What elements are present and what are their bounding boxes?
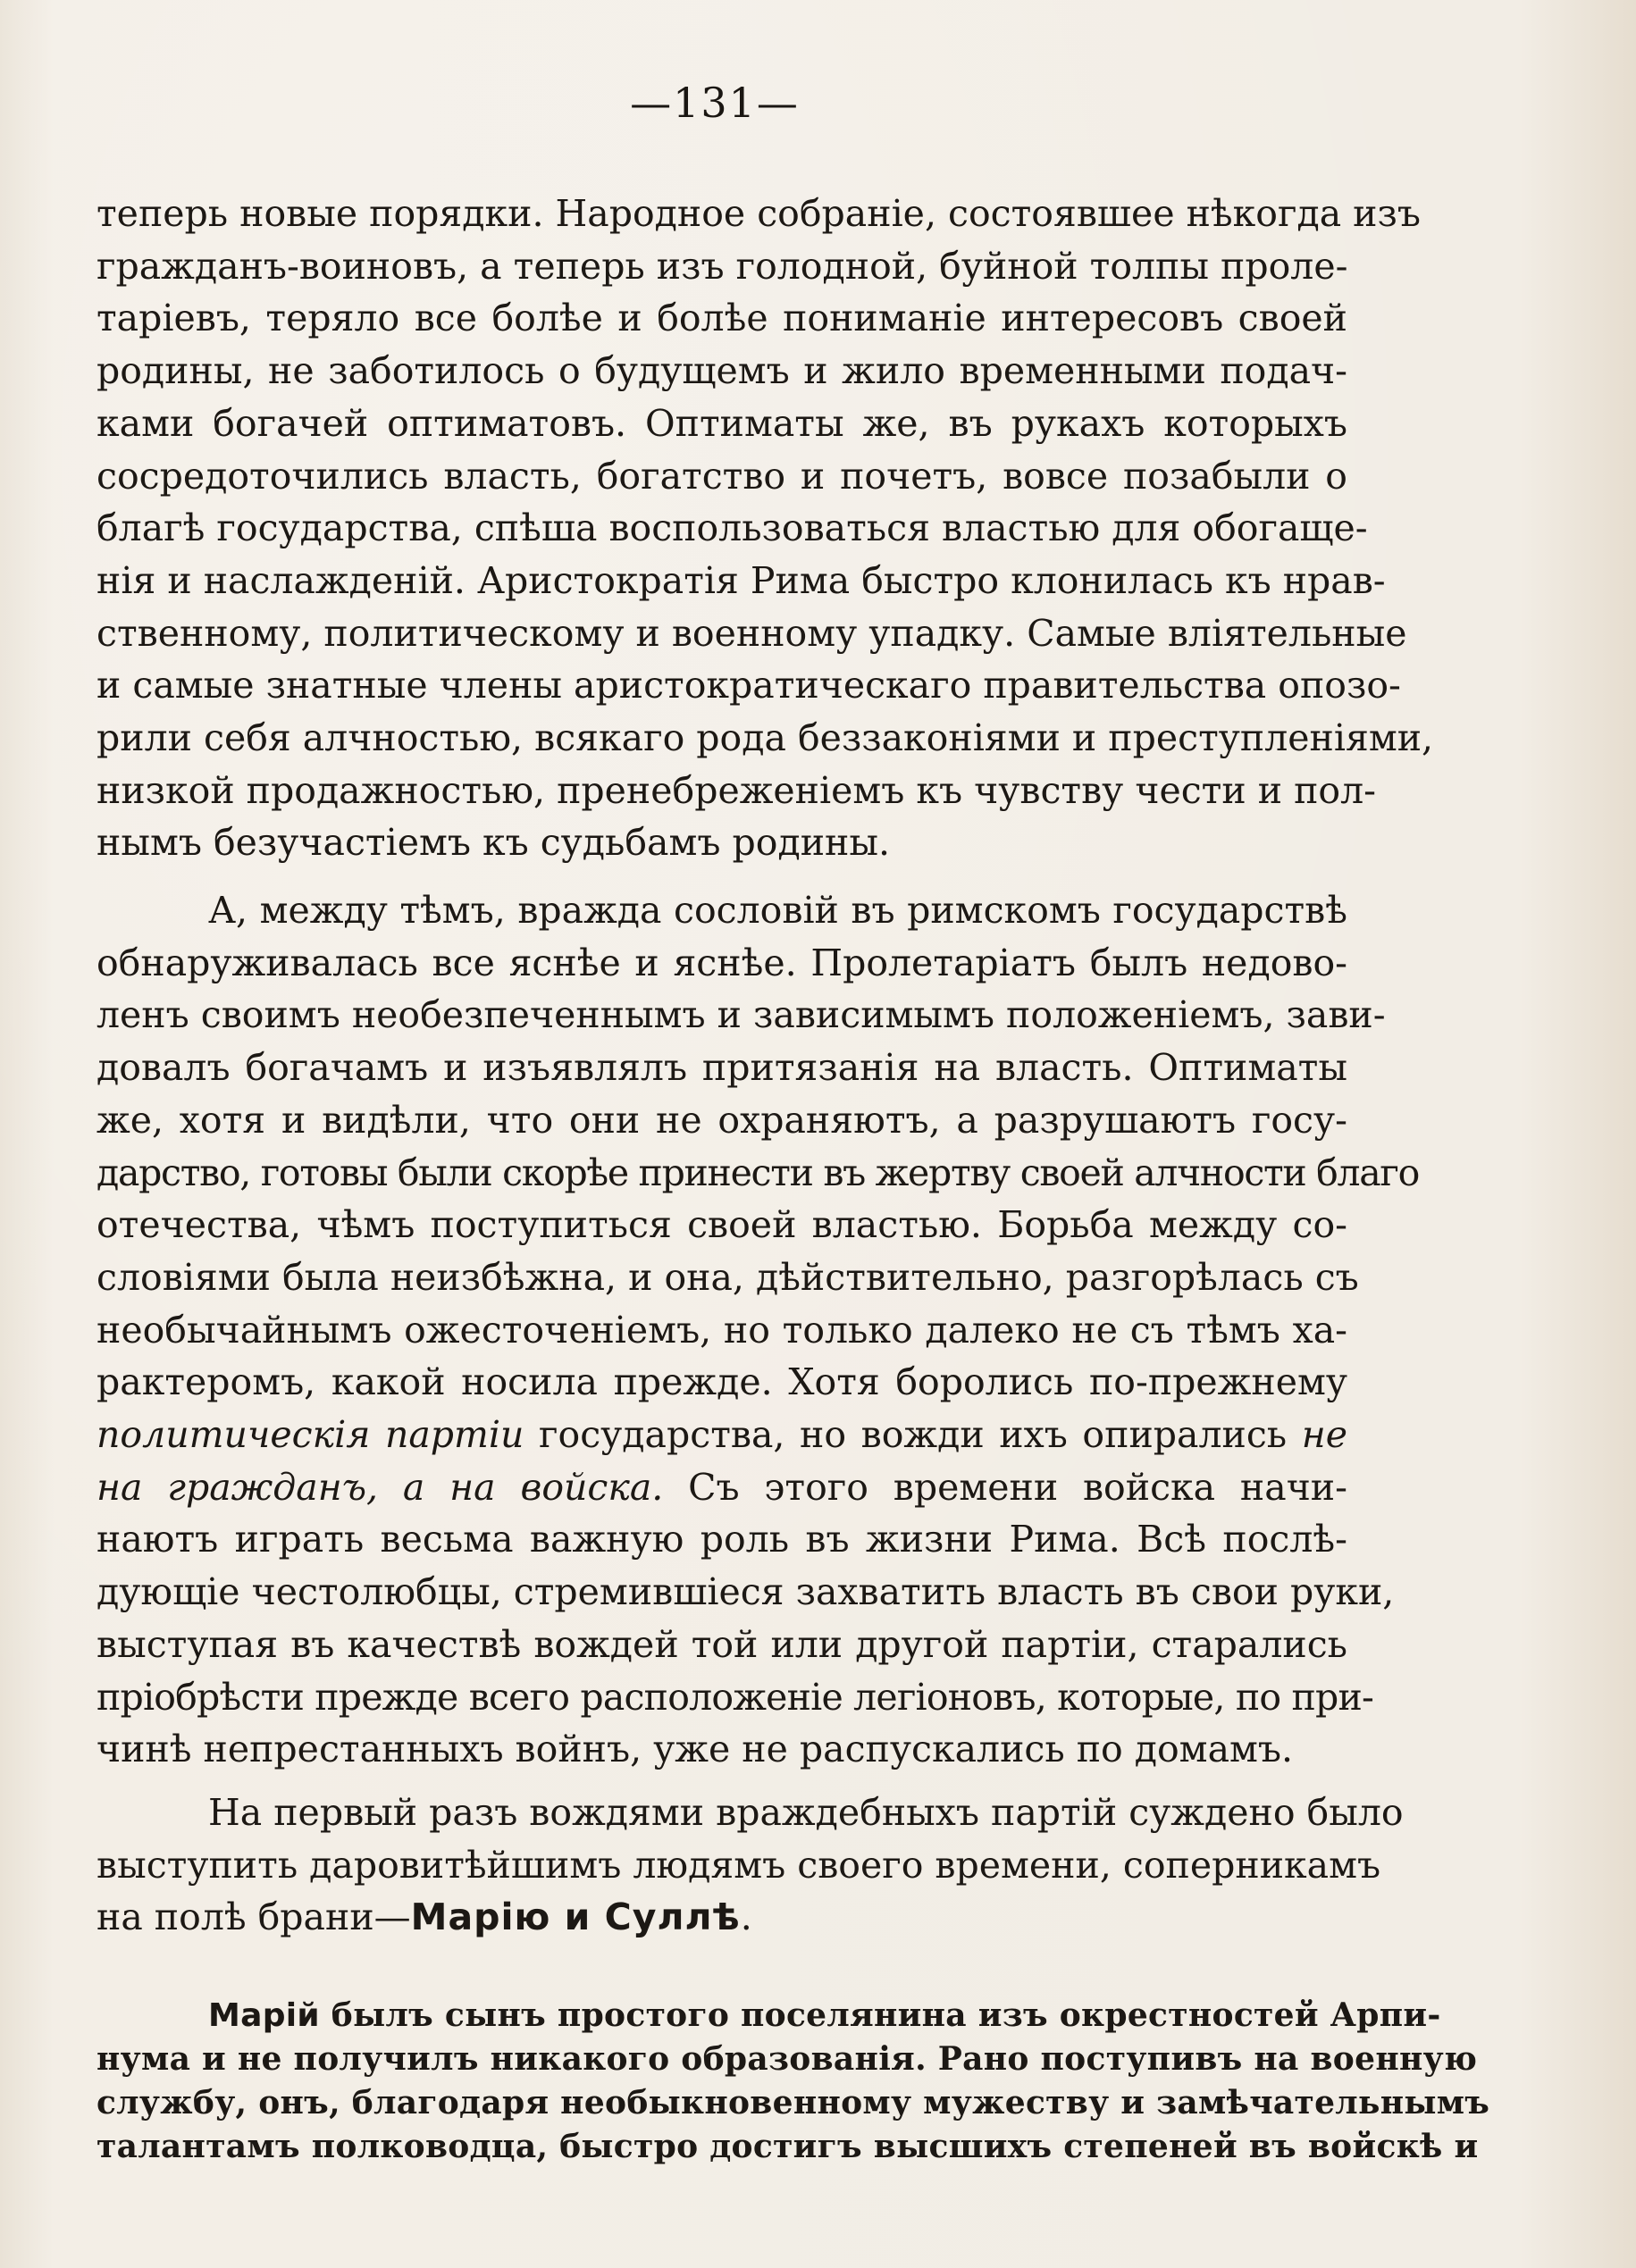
page-number: —131— <box>630 79 800 127</box>
text-line: А, между тѣмъ, вражда сословій въ римскомъ государствѣ <box>208 889 1347 932</box>
text-line: нымъ безучастіемъ къ судьбамъ родины. <box>96 821 891 865</box>
text-line: ленъ своимъ необезпеченнымъ и зависимымъ положеніемъ, зави- <box>96 993 1386 1037</box>
paragraph-2 <box>96 884 1419 1776</box>
text-line: ственному, политическому и военному упадку. Самые вліятельные <box>96 611 1407 655</box>
text-line: выступить даровитѣйшимъ людямъ своего времени, соперникамъ <box>96 1843 1381 1887</box>
text-line: и самые знатные члены аристократическаго правительства опозо- <box>96 664 1401 707</box>
text-line: дарство, готовы были скорѣе принести въ жертву своей алчности благо <box>96 1151 1419 1194</box>
text-line: благѣ государства, спѣша воспользоваться властью для обогащe- <box>96 506 1368 550</box>
text-line: гражданъ-воиновъ, а теперь изъ голодной, буйной толпы проле- <box>96 244 1348 288</box>
text-line: выступая въ качествѣ вождей той или другой партіи, старались <box>96 1622 1347 1666</box>
names-phrase: Марію и Суллѣ <box>410 1896 741 1939</box>
text-line: довалъ богачамъ и изъявлялъ притязанія на власть. Оптиматы <box>96 1046 1347 1090</box>
text-line: дующіе честолюбцы, стремившіеся захватить власть въ свои руки, <box>96 1570 1395 1614</box>
text-line: пріобрѣсти прежде всего расположеніе легіоновъ, которые, по при- <box>96 1675 1374 1719</box>
italic-phrase: на гражданъ, а на войска. <box>96 1465 664 1509</box>
text-line <box>96 1891 1347 1944</box>
text-line: низкой продажностью, пренебреженіемъ къ чувству чести и пол- <box>96 768 1376 812</box>
text-line: словіями была неизбѣжна, и она, дѣйствительно, разгорѣлась съ <box>96 1255 1359 1299</box>
plain-phrase: былъ сынъ простого поселянина изъ окрестностей Арпи- <box>319 1996 1441 2034</box>
text-line: необычайнымъ ожесточеніемъ, но только далеко не съ тѣмъ ха- <box>96 1308 1347 1352</box>
text-line: нія и наслажденій. Аристократія Рима быстро клонилась къ нрав- <box>96 558 1386 602</box>
text-line: отечества, чѣмъ поступиться своей властью. Борьба между со- <box>96 1203 1347 1247</box>
text-line: родины, не заботилось о будущемъ и жило временными подач- <box>96 349 1347 393</box>
plain-phrase: . <box>740 1896 752 1939</box>
text-line: сосредоточились власть, богатство и почетъ, вовсе позабыли о <box>96 454 1347 498</box>
text-line <box>96 1994 1441 2038</box>
lead-name: Марій <box>208 1997 320 2034</box>
text-line: теперь новые порядки. Народное собраніе, состоявшее нѣкогда изъ <box>96 192 1421 235</box>
text-line: талантамъ полководца, быстро достигъ высшихъ степеней въ войскѣ и <box>96 2128 1479 2165</box>
text-line <box>96 1409 1347 1461</box>
text-line: наютъ играть весьма важную роль въ жизни Рима. Всѣ послѣ- <box>96 1518 1347 1561</box>
text-line: же, хотя и видѣли, что они не охраняютъ, а разрушаютъ госу- <box>96 1098 1347 1142</box>
text-line: обнаруживалась все яснѣе и яснѣе. Пролетаріатъ былъ недово- <box>96 941 1347 984</box>
paragraph-1 <box>96 188 1434 869</box>
text-line: службу, онъ, благодаря необыкновенному мужеству и замѣчательнымъ <box>96 2084 1490 2122</box>
plain-phrase: на полѣ брани— <box>96 1896 411 1939</box>
text-line <box>96 1461 1347 1514</box>
text-line: рактеромъ, какой носила прежде. Хотя боролись по-прежнему <box>96 1360 1347 1404</box>
text-line: рили себя алчностью, всякаго рода беззаконіями и преступленіями, <box>96 716 1434 760</box>
paragraph-4 <box>96 1994 1490 2169</box>
text-line: таріевъ, теряло все болѣе и болѣе пониманіе интересовъ своей <box>96 297 1347 340</box>
text-line: ками богачей оптиматовъ. Оптиматы же, въ рукахъ которыхъ <box>96 401 1347 445</box>
text-line: нума и не получилъ никакого образованія. Рано поступивъ на военную <box>96 2040 1478 2078</box>
paragraph-3 <box>96 1787 1404 1944</box>
plain-phrase: государства, но вожди ихъ опирались <box>524 1413 1302 1457</box>
plain-phrase: Съ этого времени войска начи- <box>663 1465 1347 1509</box>
text-line: чинѣ непрестанныхъ войнъ, уже не распускались по домамъ. <box>96 1728 1294 1771</box>
italic-phrase: не <box>1301 1413 1347 1457</box>
italic-phrase: политическія партіи <box>96 1413 524 1457</box>
text-line: На первый разъ вождями враждебныхъ партій суждено было <box>208 1791 1404 1834</box>
